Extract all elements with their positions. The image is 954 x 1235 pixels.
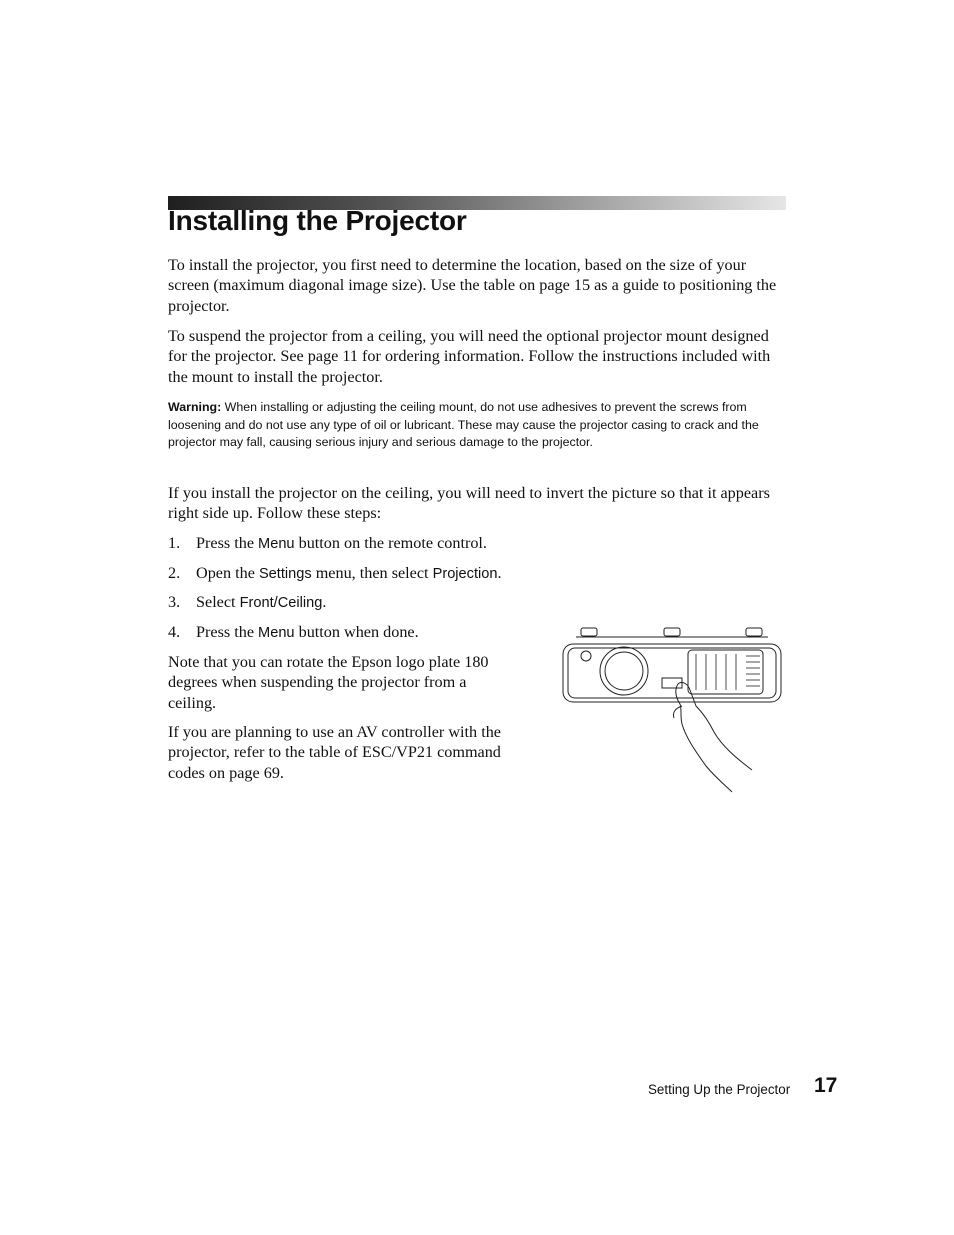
control-panel (688, 650, 763, 694)
ceiling-paragraph: To suspend the projector from a ceiling, you will need the optional projector mount designed for the projector. See page 11 for ordering information. Follow the instructions included with the mount to install the projector. (168, 327, 771, 386)
projector-lens (600, 647, 648, 695)
step-text: Press the (196, 534, 259, 552)
page-title: Installing the Projector (168, 205, 467, 236)
projection-label: Projection (432, 566, 498, 582)
step-text: button on the remote control. (294, 534, 487, 552)
projector-body (563, 644, 781, 702)
step-number: 3. (168, 593, 181, 611)
step-text: Open the (196, 564, 259, 582)
warning-label: Warning: (168, 400, 222, 414)
invert-paragraph: If you install the projector on the ceiling, you will need to invert the picture so that it appears right side up. Follow these steps: (168, 484, 770, 523)
step-text: . (497, 564, 502, 582)
projector-foot (664, 628, 680, 636)
step-4 (168, 622, 419, 643)
hand-illustration (678, 682, 752, 770)
indicator-light (581, 651, 591, 661)
step-number: 4. (168, 623, 181, 641)
av-controller-paragraph: If you are planning to use an AV controller with the projector, refer to the table of ESC/VP21 command codes on page 69. (168, 723, 501, 782)
menu-label: Menu (258, 536, 295, 552)
footer-section-title: Setting Up the Projector (648, 1082, 791, 1097)
intro-paragraph: To install the projector, you first need to determine the location, based on the size of your screen (maximum diagonal image size). Use the table on page 15 as a guide to positioning the projector. (168, 256, 777, 315)
step-number: 2. (168, 564, 181, 582)
front-ceiling-label: Front/Ceiling (239, 595, 323, 611)
step-text: Select (196, 593, 240, 611)
step-1 (168, 533, 487, 554)
projector-foot (746, 628, 762, 636)
step-3 (168, 592, 326, 613)
projector-illustration (556, 620, 786, 800)
logo-plate-paragraph: Note that you can rotate the Epson logo plate 180 degrees when suspending the projector from a ceiling. (168, 653, 489, 712)
step-text: Press the (196, 623, 259, 641)
step-number: 1. (168, 534, 181, 552)
step-text: menu, then select (311, 564, 433, 582)
page-number: 17 (814, 1074, 838, 1097)
settings-label: Settings (258, 566, 312, 582)
step-text: . (322, 593, 327, 611)
menu-label: Menu (258, 625, 295, 641)
step-text: button when done. (294, 623, 419, 641)
warning-note (168, 399, 788, 452)
step-2 (168, 563, 502, 584)
projector-foot (581, 628, 597, 636)
warning-text: When installing or adjusting the ceiling mount, do not use adhesives to prevent the screws from loosening and do not use any type of oil or lubricant. These may cause the projector casing to crack and the projector may fall, causing serious injury and serious damage to the projector. (168, 400, 759, 450)
